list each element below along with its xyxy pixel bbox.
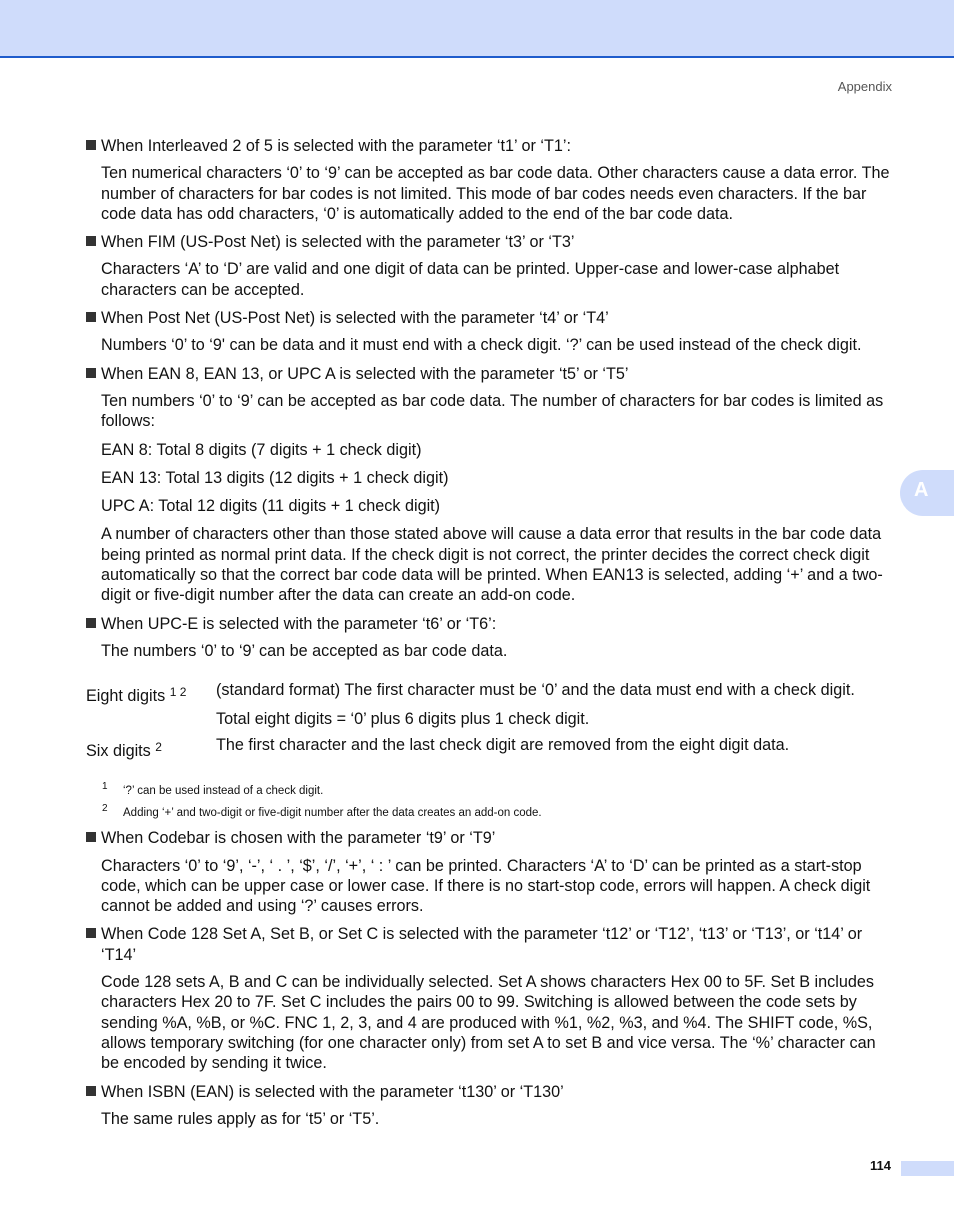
bullet-square-icon [86,618,96,628]
paragraph: The numbers ‘0’ to ‘9’ can be accepted as bar code data. [101,641,508,660]
bullet-square-icon [86,1086,96,1096]
appendix-tab-letter: A [914,479,929,501]
bullet-square-icon [86,832,96,842]
appendix-tab[interactable] [900,470,954,516]
page-content [86,136,896,1137]
paragraph: Code 128 sets A, B and C can be individually selected. Set A shows characters Hex 00 to 5F. Set B includes characters Hex 20 to 7F. Set C includes the pairs 00 to 99. Switching is allowed between the code sets by sending %A, %B, or %C. FNC 1, 2, 3, and 4 are produced with %1, %2, %3, and %4. The SHIFT code, %S, allows temporary switching (for one character only) from set A to set B and vice versa. The ‘%’ character can be encoded by sending it twice. [101,973,876,1073]
paragraph: EAN 13: Total 13 digits (12 digits + 1 check digit) [101,468,449,487]
bullet-square-icon [86,928,96,938]
six-digits-text: The first character and the last check digit are removed from the eight digit data. [216,736,790,755]
paragraph: EAN 8: Total 8 digits (7 digits + 1 check digit) [101,440,422,459]
footnote-ref[interactable]: 2 [155,740,162,755]
bullet-square-icon [86,140,96,150]
paragraph: Numbers ‘0’ to ‘9' can be data and it must end with a check digit. ‘?’ can be used instead of the check digit. [101,336,862,355]
paragraph: The same rules apply as for ‘t5’ or ‘T5’. [101,1109,380,1128]
footnote-ref[interactable]: 1 2 [169,685,187,700]
bullet-code128: When Code 128 Set A, Set B, or Set C is selected with the parameter ‘t12’ or ‘T12’, ‘t13’ or ‘T13’, or ‘t14’ or ‘T14’ [86,924,896,965]
eight-digits-text-2: Total eight digits = ‘0’ plus 6 digits plus 1 check digit. [216,710,590,729]
bullet-upce: When UPC-E is selected with the parameter ‘t6’ or ‘T6’: [86,614,896,634]
eight-digits-text-1: (standard format) The first character must be ‘0’ and the data must end with a check digit. [216,681,855,700]
bullet-isbn: When ISBN (EAN) is selected with the parameter ‘t130’ or ‘T130’ [86,1082,896,1102]
footnote-1: 1 ‘?’ can be used instead of a check digit. [102,781,324,798]
section-title: Appendix [837,79,892,94]
header-band [0,0,954,58]
footnote-2: 2 Adding ‘+’ and two-digit or five-digit number after the data creates an add-on code. [102,803,542,820]
paragraph: A number of characters other than those stated above will cause a data error that results in the bar code data being printed as normal print data. If the check digit is not correct, the printer decides the correct check digit automatically so that the correct bar code data will be printed. When EAN13 is selected, adding ‘+’ and a two-digit or five-digit number after the data can create an add-on code. [101,525,883,605]
paragraph: Characters ‘0’ to ‘9’, ‘-’, ‘ . ’, ‘$’, ‘/’, ‘+’, ‘ : ’ can be printed. Characters ‘A’ to ‘D’ can be printed as a start-stop code, which can be upper case or lower case. If there is no start-stop code, errors will happen. A check digit cannot be added and using ‘?’ causes errors. [101,856,871,916]
bullet-square-icon [86,368,96,378]
paragraph: Ten numbers ‘0’ to ‘9’ can be accepted as bar code data. The number of characters for bar codes is limited as follows: [101,391,884,431]
bullet-codebar: When Codebar is chosen with the parameter ‘t9’ or ‘T9’ [86,828,896,848]
bullet-square-icon [86,236,96,246]
six-digits-label: Six digits $^2$ [86,740,162,761]
bullet-interleaved: When Interleaved 2 of 5 is selected with the parameter ‘t1’ or ‘T1’: [86,136,896,156]
footer-band [901,1161,954,1176]
eight-digits-label: Eight digits $^{1 2}$ [86,685,187,706]
bullet-fim: When FIM (US-Post Net) is selected with the parameter ‘t3’ or ‘T3’ [86,232,896,252]
bullet-ean: When EAN 8, EAN 13, or UPC A is selected with the parameter ‘t5’ or ‘T5’ [86,364,896,384]
page-number: 114 [870,1158,891,1173]
paragraph: Ten numerical characters ‘0’ to ‘9’ can be accepted as bar code data. Other characters cause a data error. The number of characters for bar codes is not limited. This mode of bar codes needs even characters. If the bar code data has odd characters, ‘0’ is automatically added to the end of the bar code data. [101,164,890,223]
footnotes [86,781,896,820]
bullet-square-icon [86,312,96,322]
bullet-postnet: When Post Net (US-Post Net) is selected with the parameter ‘t4’ or ‘T4’ [86,308,896,328]
digit-table [86,680,896,776]
paragraph: UPC A: Total 12 digits (11 digits + 1 check digit) [101,497,441,516]
paragraph: Characters ‘A’ to ‘D’ are valid and one digit of data can be printed. Upper-case and lower-case alphabet characters can be accepted. [101,260,840,299]
